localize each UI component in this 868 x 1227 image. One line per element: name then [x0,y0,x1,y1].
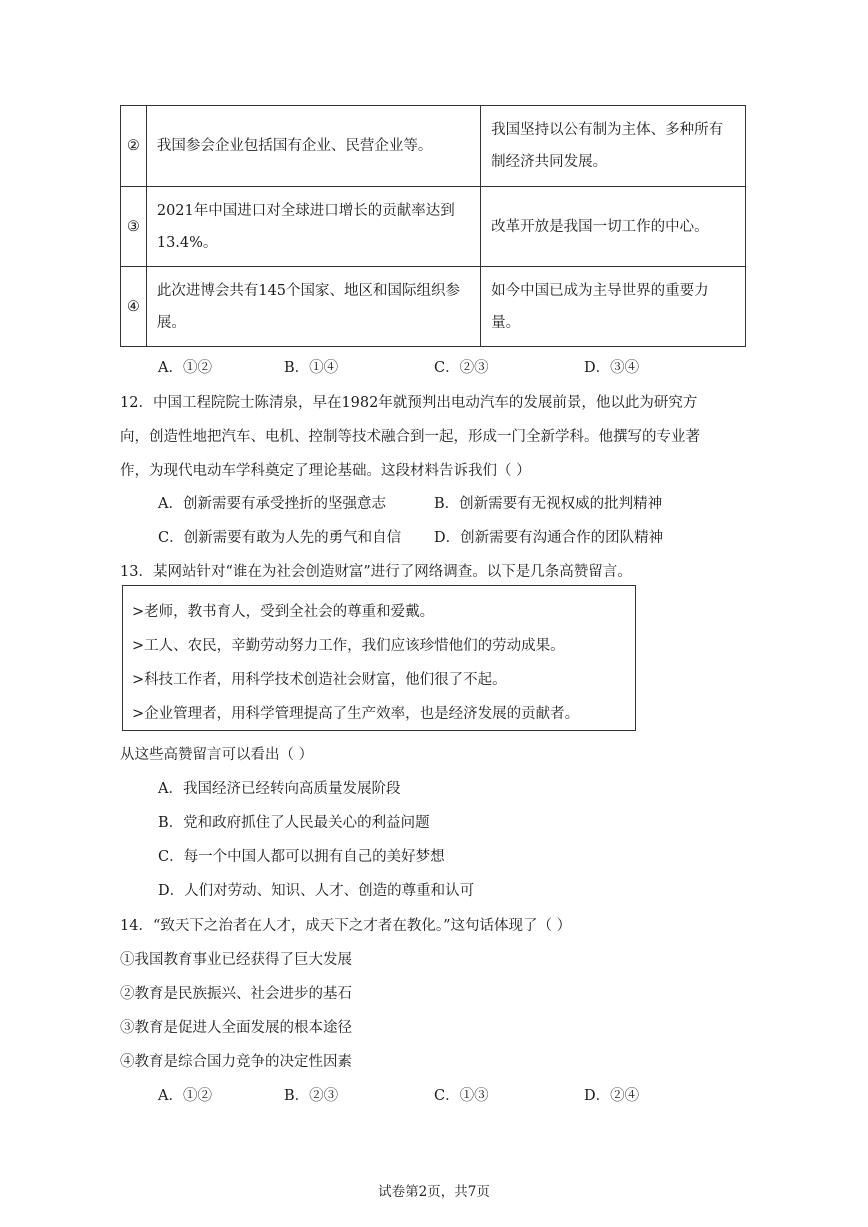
q12-options-row2 [0,526,868,550]
q12-stem-line: 12．中国工程院院士陈清泉，早在1982年就预判出电动汽车的发展前景，他以此为研究方 [120,395,698,411]
view-cell: 如今中国已成为主导世界的重要力量。 [481,267,746,347]
q13-option-c[interactable]: C．每一个中国人都可以拥有自己的美好梦想 [158,849,445,865]
statement-table [120,105,746,347]
q14-item: ②教育是民族振兴、社会进步的基石 [120,986,352,1002]
row-number: ④ [121,267,147,347]
table-row [121,267,746,347]
table-row [121,106,746,187]
q11-option-d[interactable]: D．③④ [584,360,640,376]
page-footer: 试卷第2页，共7页 [378,1184,490,1200]
q14-option-d[interactable]: D．②④ [584,1088,640,1104]
q14-item: ③教育是促进人全面发展的根本途径 [120,1020,352,1036]
comment-line: >老师，教书育人，受到全社会的尊重和爱戴。 [132,604,435,620]
row-number: ③ [121,187,147,267]
q12-option-d[interactable]: D．创新需要有沟通合作的团队精神 [434,530,664,546]
q11-option-a[interactable]: A．①② [158,360,212,376]
q11-option-b[interactable]: B．①④ [284,360,339,376]
q12-option-a[interactable]: A．创新需要有承受挫折的坚强意志 [158,496,386,512]
q14-item: ①我国教育事业已经获得了巨大发展 [120,952,352,968]
q14-options [0,1084,868,1108]
q13-option-b[interactable]: B．党和政府抓住了人民最关心的利益问题 [158,815,430,831]
q12-stem-line: 作，为现代电动车学科奠定了理论基础。这段材料告诉我们（ ） [120,463,531,479]
q14-option-b[interactable]: B．②③ [284,1088,339,1104]
table-row [121,187,746,267]
q13-question: 从这些高赞留言可以看出（ ） [120,747,314,763]
q13-option-a[interactable]: A．我国经济已经转向高质量发展阶段 [158,781,401,797]
material-cell: 2021年中国进口对全球进口增长的贡献率达到13.4%。 [146,187,480,267]
q12-options-row1 [0,492,868,516]
comment-line: >企业管理者，用科学管理提高了生产效率，也是经济发展的贡献者。 [132,706,580,722]
q12-option-b[interactable]: B．创新需要有无视权威的批判精神 [434,496,663,512]
material-cell: 我国参会企业包括国有企业、民营企业等。 [146,106,480,187]
view-cell: 我国坚持以公有制为主体、多种所有制经济共同发展。 [481,106,746,187]
view-cell: 改革开放是我国一切工作的中心。 [481,187,746,267]
q11-option-c[interactable]: C．②③ [434,360,489,376]
q14-item: ④教育是综合国力竞争的决定性因素 [120,1054,352,1070]
material-cell: 此次进博会共有145个国家、地区和国际组织参展。 [146,267,480,347]
q13-option-d[interactable]: D．人们对劳动、知识、人才、创造的尊重和认可 [158,883,475,899]
q13-stem: 13．某网站针对“谁在为社会创造财富”进行了网络调查。以下是几条高赞留言。 [120,564,632,580]
row-number: ② [121,106,147,187]
comment-line: >科技工作者，用科学技术创造社会财富，他们很了不起。 [132,672,507,688]
q14-option-a[interactable]: A．①② [158,1088,212,1104]
comment-box [122,585,636,731]
q14-option-c[interactable]: C．①③ [434,1088,489,1104]
q11-options [0,356,868,380]
q14-stem: 14．“致天下之治者在人才，成天下之才者在教化。”这句话体现了（ ） [120,918,572,934]
q12-stem-line: 向，创造性地把汽车、电机、控制等技术融合到一起，形成一门全新学科。他撰写的专业著 [120,429,700,445]
q12-option-c[interactable]: C．创新需要有敢为人先的勇气和自信 [158,530,402,546]
comment-line: >工人、农民，辛勤劳动努力工作，我们应该珍惜他们的劳动成果。 [132,638,565,654]
